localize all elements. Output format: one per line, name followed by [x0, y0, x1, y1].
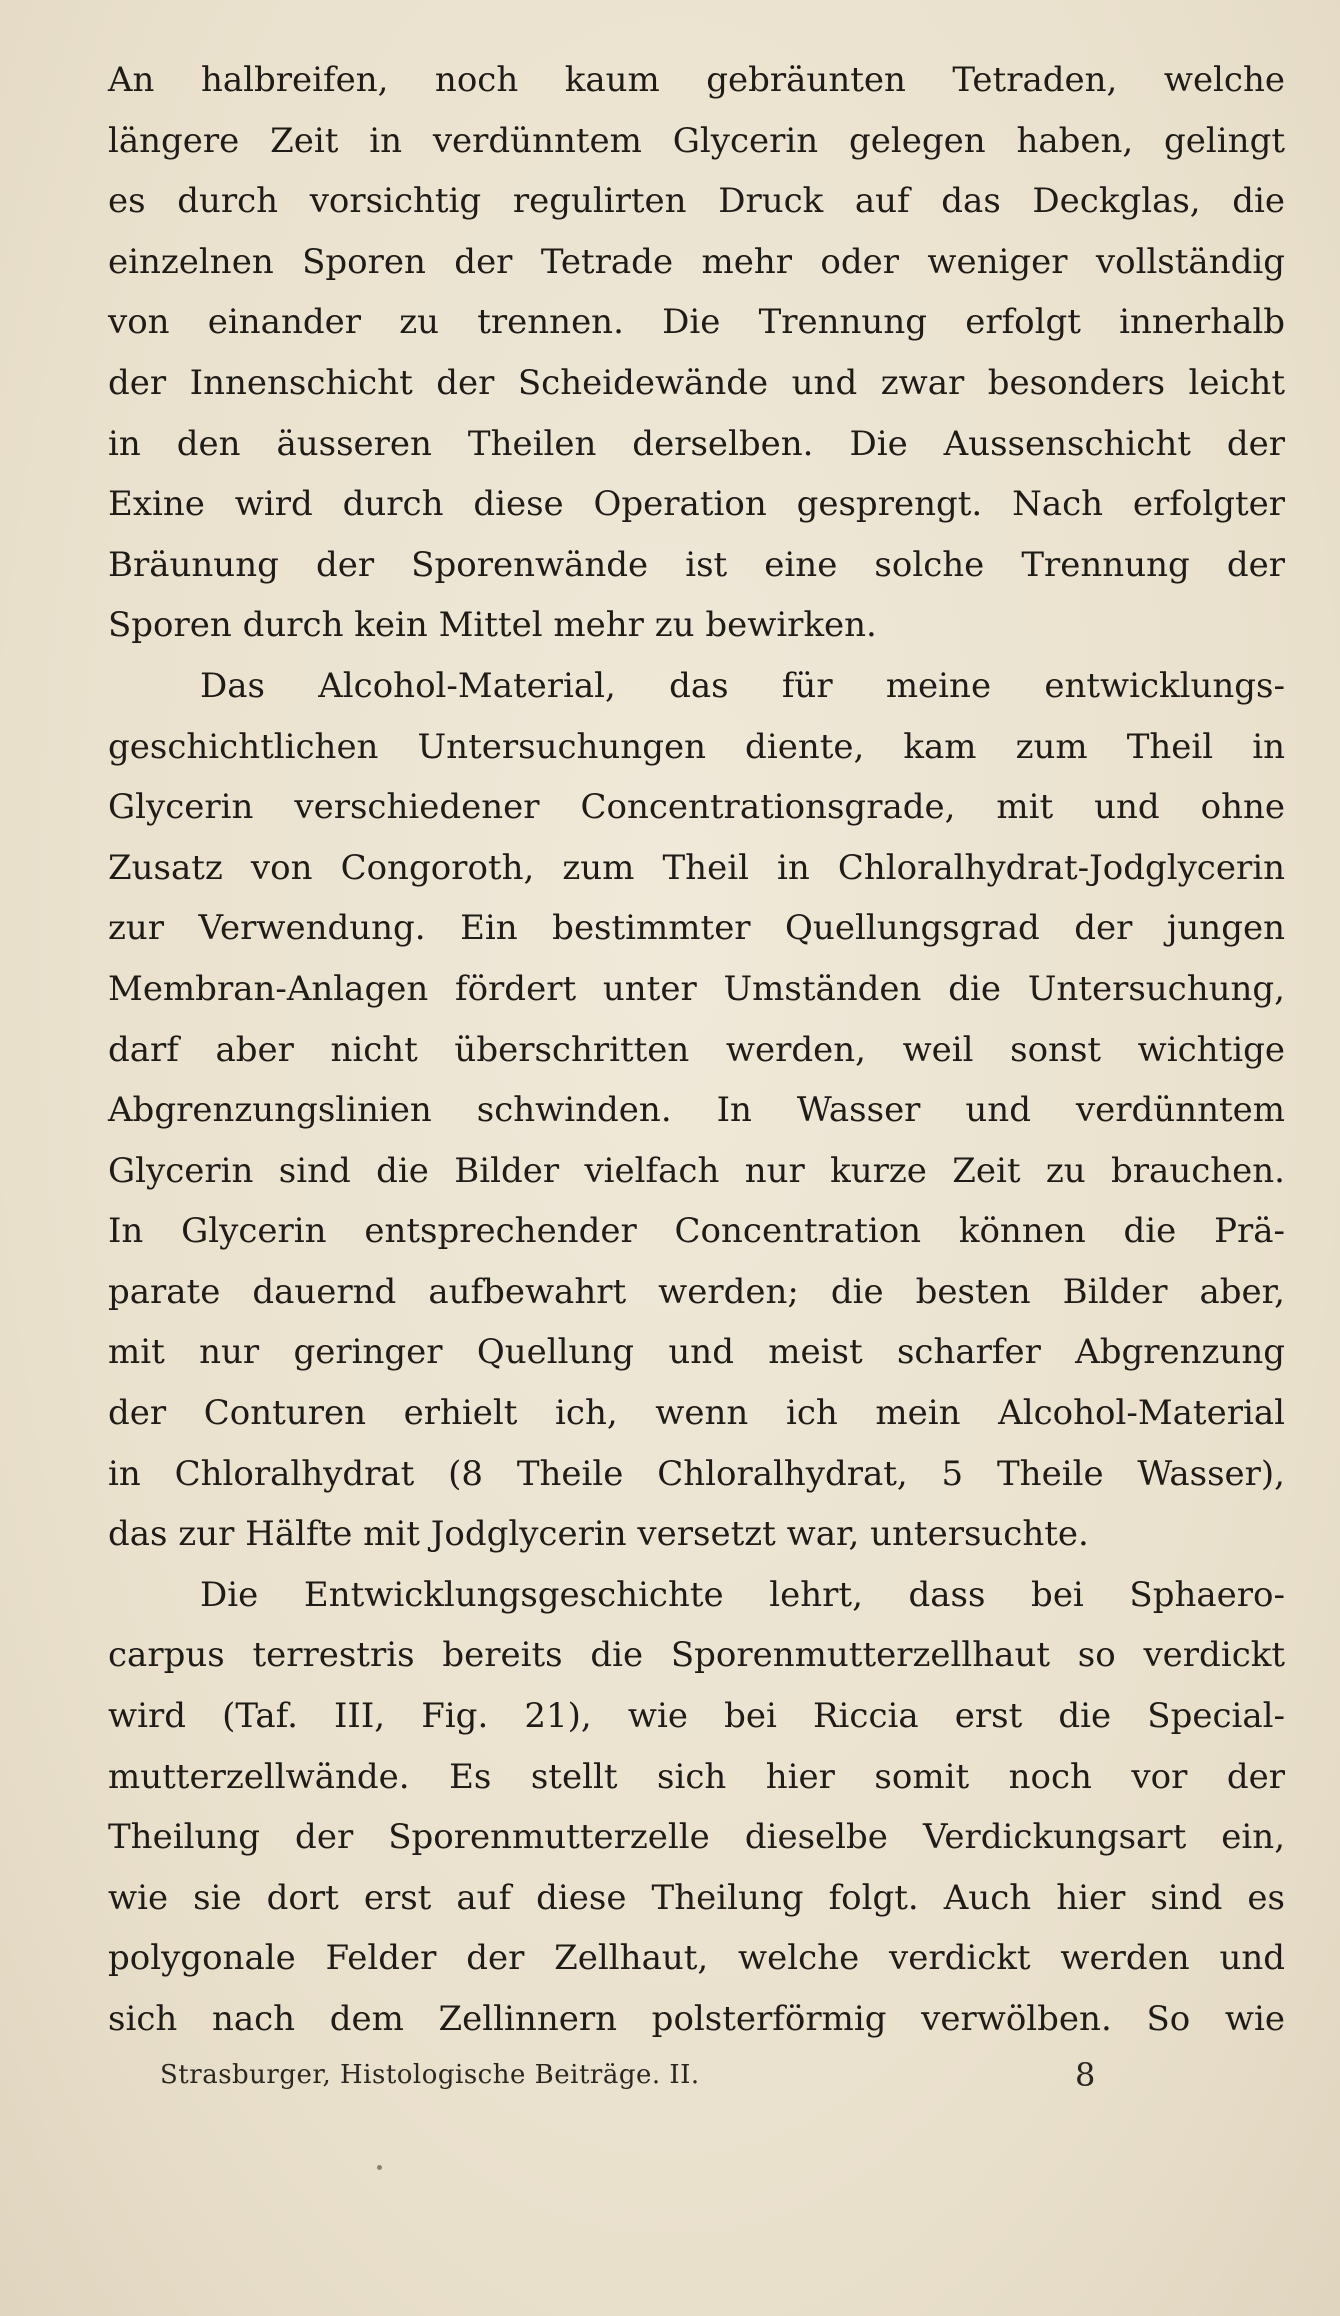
text-line: Exine wird durch diese Operation gesprengt. Nach erfolgter: [108, 484, 1285, 525]
text-line: von einander zu trennen. Die Trennung erfolgt innerhalb: [108, 302, 1285, 343]
text-line: darf aber nicht überschritten werden, weil sonst wichtige: [108, 1029, 1285, 1070]
text-line: Die Entwicklungsgeschichte lehrt, dass bei Sphaero-: [200, 1574, 1285, 1615]
text-line: einzelnen Sporen der Tetrade mehr oder weniger vollständig: [108, 241, 1285, 282]
text-line: es durch vorsichtig regulirten Druck auf das Deckglas, die: [108, 181, 1285, 222]
text-line: In Glycerin entsprechender Concentration können die Prä-: [108, 1211, 1285, 1252]
text-line: polygonale Felder der Zellhaut, welche verdickt werden und: [108, 1938, 1285, 1979]
text-line: der Innenschicht der Scheidewände und zwar besonders leicht: [108, 362, 1285, 403]
text-line: parate dauernd aufbewahrt werden; die besten Bilder aber,: [108, 1271, 1285, 1312]
text-line: Abgrenzungslinien schwinden. In Wasser und verdünntem: [108, 1090, 1285, 1131]
page-number: 8: [1075, 2056, 1096, 2094]
text-line: wie sie dort erst auf diese Theilung folgt. Auch hier sind es: [108, 1877, 1285, 1918]
text-line: Zusatz von Congoroth, zum Theil in Chloralhydrat-Jodglycerin: [108, 847, 1285, 888]
page-footer: [160, 2056, 1110, 2100]
text-line: Glycerin sind die Bilder vielfach nur kurze Zeit zu brauchen.: [108, 1150, 1285, 1191]
running-head: Strasburger, Histologische Beiträge. II.: [160, 2060, 700, 2090]
text-line: in den äusseren Theilen derselben. Die Aussenschicht der: [108, 423, 1285, 464]
text-line: in Chloralhydrat (8 Theile Chloralhydrat, 5 Theile Wasser),: [108, 1453, 1285, 1494]
text-line: Theilung der Sporenmutterzelle dieselbe Verdickungsart ein,: [108, 1817, 1285, 1858]
text-line: carpus terrestris bereits die Sporenmutterzellhaut so verdickt: [108, 1635, 1285, 1676]
body-text: [108, 50, 1285, 2050]
text-line: mit nur geringer Quellung und meist scharfer Abgrenzung: [108, 1332, 1285, 1373]
text-line: An halbreifen, noch kaum gebräunten Tetraden, welche: [108, 60, 1285, 100]
text-line: Das Alcohol-Material, das für meine entwicklungs-: [200, 665, 1285, 706]
text-line: zur Verwendung. Ein bestimmter Quellungsgrad der jungen: [108, 908, 1285, 949]
text-line: geschichtlichen Untersuchungen diente, kam zum Theil in: [108, 726, 1285, 767]
paper-speck: [377, 2165, 382, 2170]
paragraph-3: [108, 1565, 1285, 2050]
text-line: längere Zeit in verdünntem Glycerin gelegen haben, gelingt: [108, 120, 1285, 161]
text-line: Glycerin verschiedener Concentrationsgrade, mit und ohne: [108, 787, 1285, 828]
text-line: Bräunung der Sporenwände ist eine solche Trennung der: [108, 544, 1285, 585]
text-line: Membran-Anlagen fördert unter Umständen die Untersuchung,: [108, 968, 1285, 1009]
text-line: wird (Taf. III, Fig. 21), wie bei Riccia erst die Special-: [108, 1696, 1285, 1737]
text-line: sich nach dem Zellinnern polsterförmig verwölben. So wie: [108, 1999, 1285, 2039]
paragraph-1: [108, 50, 1285, 656]
text-line: Sporen durch kein Mittel mehr zu bewirken.: [108, 605, 877, 646]
paragraph-2: [108, 656, 1285, 1565]
text-line: mutterzellwände. Es stellt sich hier somit noch vor der: [108, 1756, 1285, 1797]
text-line: der Conturen erhielt ich, wenn ich mein Alcohol-Material: [108, 1393, 1285, 1434]
text-line: das zur Hälfte mit Jodglycerin versetzt war, untersuchte.: [108, 1514, 1089, 1555]
